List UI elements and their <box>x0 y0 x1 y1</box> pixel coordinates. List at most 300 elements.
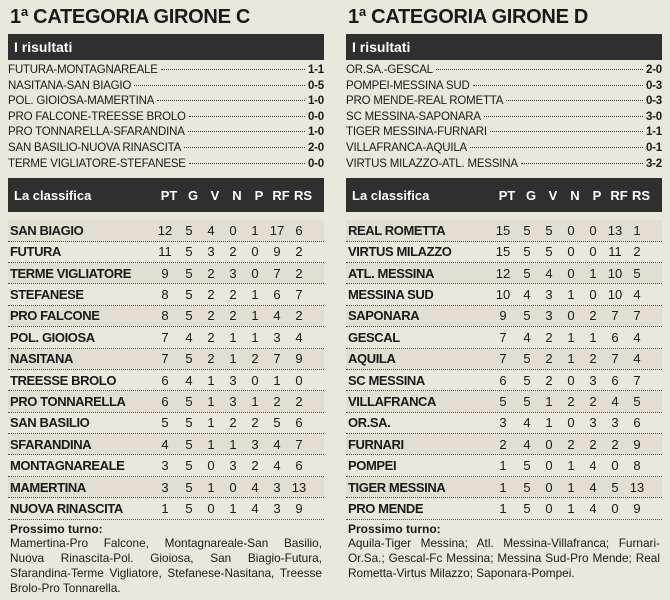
stat-pt: 3 <box>499 415 507 431</box>
stat-n: 2 <box>229 244 237 260</box>
stat-n: 1 <box>567 500 575 516</box>
stat-pt: 4 <box>161 436 169 452</box>
stat-pt: 6 <box>499 372 507 388</box>
stat-p: 1 <box>251 287 259 303</box>
team-name: POMPEI <box>348 458 397 474</box>
table-row <box>346 477 662 498</box>
stat-p: 4 <box>251 500 259 516</box>
leader-dots <box>188 131 305 132</box>
stat-p: 0 <box>251 372 259 388</box>
table-row <box>346 434 662 455</box>
stat-v: 1 <box>207 436 215 452</box>
stat-rf: 6 <box>611 329 619 345</box>
stat-v: 0 <box>545 479 553 495</box>
team-name: PRO MENDE <box>348 500 424 516</box>
team-name: REAL ROMETTA <box>348 222 446 238</box>
stat-n: 1 <box>567 287 575 303</box>
stat-v: 2 <box>207 351 215 367</box>
girone-c-title: 1ª CATEGORIA GIRONE C <box>10 6 251 28</box>
result-match: SC MESSINA-SAPONARA <box>346 110 481 123</box>
stat-rf: 2 <box>611 436 619 452</box>
result-score: 0-3 <box>645 79 662 92</box>
stat-pt: 15 <box>495 222 511 238</box>
column-header-pt: PT <box>498 187 516 203</box>
stat-rf: 4 <box>273 458 281 474</box>
stat-rf: 7 <box>273 351 281 367</box>
stat-rf: 7 <box>611 351 619 367</box>
stat-pt: 5 <box>161 415 169 431</box>
stat-v: 3 <box>545 287 553 303</box>
stat-rf: 5 <box>273 415 281 431</box>
stat-rf: 0 <box>611 500 619 516</box>
girone-d-results-list <box>346 63 662 172</box>
table-row <box>346 413 662 434</box>
column-header-rs: RS <box>293 187 313 203</box>
result-score: 0-5 <box>307 79 324 92</box>
result-score: 3-2 <box>645 157 662 170</box>
team-name: NUOVA RINASCITA <box>10 500 123 516</box>
result-score: 2-0 <box>307 141 324 154</box>
stat-p: 2 <box>589 308 597 324</box>
stat-rf: 9 <box>273 244 281 260</box>
stat-pt: 11 <box>158 244 172 260</box>
result-score: 0-0 <box>307 157 324 170</box>
stat-v: 1 <box>207 479 215 495</box>
team-name: SAN BIAGIO <box>10 222 84 238</box>
stat-p: 3 <box>589 415 597 431</box>
column-header-n: N <box>570 187 580 203</box>
stat-v: 5 <box>545 244 553 260</box>
result-match: POL. GIOIOSA-MAMERTINA <box>8 95 155 108</box>
stat-v: 0 <box>545 500 553 516</box>
stat-n: 2 <box>229 415 237 431</box>
stat-rs: 1 <box>633 222 641 238</box>
stat-n: 0 <box>567 265 575 281</box>
result-row <box>8 110 324 126</box>
team-name: VIRTUS MILAZZO <box>348 244 452 260</box>
stat-v: 0 <box>207 500 215 516</box>
table-row <box>8 284 324 305</box>
stat-rf: 3 <box>273 500 281 516</box>
column-header-g: G <box>187 187 199 203</box>
result-match: VILLAFRANCA-AQUILA <box>346 141 468 154</box>
table-row <box>346 391 662 412</box>
stat-g: 5 <box>185 244 193 260</box>
stat-p: 0 <box>251 244 259 260</box>
stat-g: 5 <box>185 222 193 238</box>
column-header-rs: RS <box>631 187 651 203</box>
girone-d-next-round-text: Aquila-Tiger Messina; Atl. Messina-Villafranca; Furnari-Or.Sa.; Gescal-Fc Messina; Messina Sud-Pro Mende; Real Rometta-Virtus Milazzo; Saponara-Pompei. <box>348 535 660 581</box>
stat-p: 4 <box>589 500 597 516</box>
stat-v: 1 <box>545 393 553 409</box>
leader-dots <box>473 85 643 86</box>
stat-v: 2 <box>207 308 215 324</box>
column-header-rf: RF <box>610 187 628 203</box>
table-row <box>346 242 662 263</box>
leader-dots <box>490 131 643 132</box>
result-match: NASITANA-SAN BIAGIO <box>8 79 132 92</box>
stat-n: 0 <box>567 222 575 238</box>
stat-p: 4 <box>251 479 259 495</box>
stat-p: 1 <box>251 308 259 324</box>
stat-g: 5 <box>523 458 531 474</box>
girone-d-standings-header <box>346 178 662 212</box>
stat-rs: 13 <box>291 479 307 495</box>
team-name: STEFANESE <box>10 287 84 303</box>
stat-g: 5 <box>185 265 193 281</box>
table-row <box>346 263 662 284</box>
column-header-n: N <box>232 187 242 203</box>
stat-rf: 7 <box>273 265 281 281</box>
stat-pt: 7 <box>499 351 507 367</box>
column-header-v: V <box>548 187 558 203</box>
team-name: SC MESSINA <box>348 372 425 388</box>
girone-d-column <box>346 0 662 581</box>
stat-p: 2 <box>589 436 597 452</box>
stat-g: 4 <box>523 436 531 452</box>
stat-n: 1 <box>229 351 237 367</box>
team-name: OR.SA. <box>348 415 391 431</box>
stat-rs: 2 <box>295 244 303 260</box>
stat-rf: 4 <box>273 308 281 324</box>
stat-rs: 6 <box>633 415 641 431</box>
girone-d-standings-table <box>346 220 662 519</box>
stat-v: 0 <box>207 458 215 474</box>
result-score: 0-1 <box>645 141 662 154</box>
result-match: TERME VIGLIATORE-STEFANESE <box>8 157 186 170</box>
stat-g: 5 <box>523 265 531 281</box>
stat-pt: 1 <box>499 500 507 516</box>
stat-g: 5 <box>185 436 193 452</box>
team-name: MONTAGNAREALE <box>10 458 125 474</box>
stat-g: 4 <box>523 415 531 431</box>
stat-pt: 3 <box>161 479 169 495</box>
stat-g: 5 <box>523 222 531 238</box>
result-row <box>346 79 662 95</box>
stat-rs: 6 <box>295 458 303 474</box>
girone-c-standings-table <box>8 220 324 519</box>
table-row <box>8 498 324 519</box>
stat-v: 1 <box>545 415 553 431</box>
stat-n: 0 <box>567 308 575 324</box>
stat-rs: 7 <box>633 308 641 324</box>
stat-pt: 6 <box>161 393 169 409</box>
stat-p: 4 <box>589 458 597 474</box>
result-score: 1-0 <box>307 95 324 108</box>
leader-dots <box>189 163 305 164</box>
stat-rs: 13 <box>629 479 645 495</box>
stat-rf: 10 <box>607 265 623 281</box>
stat-p: 2 <box>589 351 597 367</box>
table-row <box>8 263 324 284</box>
stat-rs: 5 <box>633 393 641 409</box>
table-row <box>346 220 662 241</box>
stat-n: 1 <box>229 436 237 452</box>
stat-g: 4 <box>185 329 193 345</box>
stat-g: 5 <box>523 308 531 324</box>
stat-pt: 7 <box>499 329 507 345</box>
stat-g: 4 <box>185 372 193 388</box>
stat-p: 1 <box>251 222 259 238</box>
table-row <box>8 391 324 412</box>
table-row <box>346 327 662 348</box>
stat-pt: 9 <box>161 265 169 281</box>
stat-n: 0 <box>229 222 237 238</box>
result-score: 0-0 <box>307 110 324 123</box>
stat-v: 2 <box>545 372 553 388</box>
result-score: 3-0 <box>645 110 662 123</box>
stat-p: 3 <box>589 372 597 388</box>
stat-pt: 6 <box>161 372 169 388</box>
table-row <box>8 220 324 241</box>
stat-g: 5 <box>523 393 531 409</box>
result-match: VIRTUS MILAZZO-ATL. MESSINA <box>346 157 518 170</box>
stat-rf: 3 <box>273 329 281 345</box>
stat-p: 1 <box>251 329 259 345</box>
result-match: POMPEI-MESSINA SUD <box>346 79 470 92</box>
team-name: FURNARI <box>348 436 404 452</box>
stat-v: 0 <box>545 458 553 474</box>
stat-g: 4 <box>523 329 531 345</box>
stat-rf: 6 <box>611 372 619 388</box>
stat-g: 5 <box>523 244 531 260</box>
stat-pt: 9 <box>499 308 507 324</box>
result-row <box>8 125 324 141</box>
stat-p: 1 <box>251 393 259 409</box>
column-header-p: P <box>254 187 264 203</box>
stat-pt: 1 <box>161 500 169 516</box>
table-row <box>346 349 662 370</box>
stat-pt: 3 <box>161 458 169 474</box>
stat-rs: 4 <box>295 329 303 345</box>
stat-p: 2 <box>251 458 259 474</box>
stat-pt: 1 <box>499 479 507 495</box>
leader-dots <box>189 116 305 117</box>
stat-rs: 0 <box>295 372 303 388</box>
stat-pt: 12 <box>157 222 173 238</box>
stat-rf: 13 <box>607 222 623 238</box>
stat-n: 2 <box>567 393 575 409</box>
team-name: PRO TONNARELLA <box>10 393 126 409</box>
stat-pt: 8 <box>161 308 169 324</box>
stat-rf: 2 <box>273 393 281 409</box>
team-name: POL. GIOIOSA <box>10 329 95 345</box>
stat-rs: 9 <box>633 500 641 516</box>
table-row <box>8 370 324 391</box>
stat-rs: 9 <box>295 500 303 516</box>
stat-n: 2 <box>229 308 237 324</box>
stat-v: 0 <box>545 436 553 452</box>
stat-pt: 2 <box>499 436 507 452</box>
stat-v: 2 <box>207 287 215 303</box>
girone-d-standings-label: La classifica <box>352 187 430 203</box>
team-name: SAN BASILIO <box>10 415 90 431</box>
stat-g: 5 <box>185 458 193 474</box>
stat-p: 2 <box>589 393 597 409</box>
result-row <box>346 157 662 173</box>
stat-v: 4 <box>207 222 215 238</box>
stat-n: 2 <box>229 287 237 303</box>
table-row <box>346 498 662 519</box>
table-row <box>8 413 324 434</box>
stat-v: 2 <box>545 329 553 345</box>
stat-rf: 11 <box>608 244 622 260</box>
stat-p: 2 <box>251 351 259 367</box>
stat-rs: 6 <box>295 222 303 238</box>
stat-pt: 1 <box>499 458 507 474</box>
stat-v: 3 <box>545 308 553 324</box>
table-row <box>346 455 662 476</box>
table-row <box>8 455 324 476</box>
stat-pt: 8 <box>161 287 169 303</box>
stat-rs: 8 <box>633 458 641 474</box>
stat-pt: 12 <box>495 265 511 281</box>
stat-rs: 4 <box>633 329 641 345</box>
stat-v: 3 <box>207 244 215 260</box>
stat-rs: 2 <box>633 244 641 260</box>
result-row <box>346 125 662 141</box>
result-match: TIGER MESSINA-FURNARI <box>346 126 487 139</box>
table-row <box>8 242 324 263</box>
stat-pt: 7 <box>161 329 169 345</box>
stat-rs: 7 <box>295 287 303 303</box>
stat-n: 1 <box>567 479 575 495</box>
result-score: 1-0 <box>307 126 324 139</box>
result-match: PRO FALCONE-TREESSE BROLO <box>8 110 186 123</box>
stat-n: 3 <box>229 372 237 388</box>
leader-dots <box>521 163 643 164</box>
result-score: 0-3 <box>645 95 662 108</box>
result-row <box>346 110 662 126</box>
table-row <box>346 284 662 305</box>
team-name: GESCAL <box>348 329 400 345</box>
stat-p: 1 <box>589 329 597 345</box>
stat-rf: 0 <box>611 458 619 474</box>
result-match: PRO MENDE-REAL ROMETTA <box>346 95 504 108</box>
stat-v: 2 <box>207 329 215 345</box>
stat-v: 1 <box>207 415 215 431</box>
result-score: 2-0 <box>645 64 662 76</box>
girone-c-column <box>8 0 324 596</box>
stat-rf: 1 <box>273 372 281 388</box>
result-row <box>8 141 324 157</box>
leader-dots <box>184 147 305 148</box>
table-row <box>8 477 324 498</box>
stat-n: 0 <box>567 415 575 431</box>
stat-v: 1 <box>207 393 215 409</box>
stat-rf: 7 <box>611 308 619 324</box>
girone-c-standings-label: La classifica <box>14 187 92 203</box>
stat-p: 0 <box>589 244 597 260</box>
stat-rf: 3 <box>611 415 619 431</box>
leader-dots <box>134 85 305 86</box>
stat-g: 5 <box>185 287 193 303</box>
stat-rs: 9 <box>633 436 641 452</box>
stat-p: 0 <box>589 287 597 303</box>
result-row <box>8 63 324 79</box>
girone-d-title: 1ª CATEGORIA GIRONE D <box>348 6 589 28</box>
stat-p: 2 <box>251 415 259 431</box>
result-row <box>346 94 662 110</box>
team-name: TERME VIGLIATORE <box>10 265 131 281</box>
stat-rs: 7 <box>633 372 641 388</box>
stat-rs: 5 <box>633 265 641 281</box>
team-name: FUTURA <box>10 244 62 260</box>
result-match: PRO TONNARELLA-SFARANDINA <box>8 126 185 139</box>
stat-g: 5 <box>185 308 193 324</box>
stat-rf: 3 <box>273 479 281 495</box>
team-name: MESSINA SUD <box>348 287 434 303</box>
column-header-p: P <box>592 187 602 203</box>
stat-pt: 15 <box>495 244 511 260</box>
stat-n: 1 <box>567 351 575 367</box>
girone-c-standings-header <box>8 178 324 212</box>
column-header-v: V <box>210 187 220 203</box>
stat-rf: 10 <box>607 287 623 303</box>
stat-rs: 7 <box>295 436 303 452</box>
stat-g: 4 <box>523 287 531 303</box>
column-header-rf: RF <box>272 187 290 203</box>
leader-dots <box>484 116 643 117</box>
stat-rf: 4 <box>611 393 619 409</box>
stat-rs: 4 <box>633 287 641 303</box>
girone-c-results-list <box>8 63 324 172</box>
stat-v: 5 <box>545 222 553 238</box>
stat-g: 5 <box>185 393 193 409</box>
stat-v: 2 <box>545 351 553 367</box>
team-name: AQUILA <box>348 351 396 367</box>
table-row <box>8 306 324 327</box>
team-name: PRO FALCONE <box>10 308 100 324</box>
stat-g: 5 <box>185 351 193 367</box>
stat-rs: 9 <box>295 351 303 367</box>
girone-c-next-round-text: Mamertina-Pro Falcone, Montagnareale-San Basilio, Nuova Rinascita-Pol. Gioiosa, San Biagio-Futura, Sfarandina-Terme Vigliatore, Stefanese-Nasitana, Treesse Brolo-Pro Tonnarella. <box>10 535 322 596</box>
column-header-pt: PT <box>160 187 178 203</box>
team-name: SAPONARA <box>348 308 420 324</box>
stat-p: 0 <box>589 222 597 238</box>
stat-n: 1 <box>229 500 237 516</box>
team-name: SFARANDINA <box>10 436 92 452</box>
stat-p: 4 <box>589 479 597 495</box>
table-row <box>8 349 324 370</box>
column-header-g: G <box>525 187 537 203</box>
stat-g: 5 <box>523 351 531 367</box>
leader-dots <box>157 100 305 101</box>
result-match: OR.SA.-GESCAL <box>346 64 433 76</box>
stat-g: 5 <box>185 479 193 495</box>
stat-p: 0 <box>251 265 259 281</box>
team-name: TIGER MESSINA <box>348 479 446 495</box>
girone-c-results-header: I risultati <box>8 34 324 60</box>
team-name: NASITANA <box>10 351 73 367</box>
stat-pt: 7 <box>161 351 169 367</box>
stat-v: 2 <box>207 265 215 281</box>
result-match: FUTURA-MONTAGNAREALE <box>8 64 158 76</box>
table-row <box>8 327 324 348</box>
stat-n: 0 <box>567 244 575 260</box>
team-name: VILLAFRANCA <box>348 393 437 409</box>
stat-rf: 17 <box>269 222 285 238</box>
stat-rs: 4 <box>633 351 641 367</box>
stat-p: 1 <box>589 265 597 281</box>
result-row <box>8 79 324 95</box>
result-score: 1-1 <box>307 64 324 76</box>
leader-dots <box>436 69 643 70</box>
stat-rs: 2 <box>295 393 303 409</box>
stat-rs: 2 <box>295 308 303 324</box>
result-row <box>8 94 324 110</box>
stat-g: 5 <box>523 372 531 388</box>
